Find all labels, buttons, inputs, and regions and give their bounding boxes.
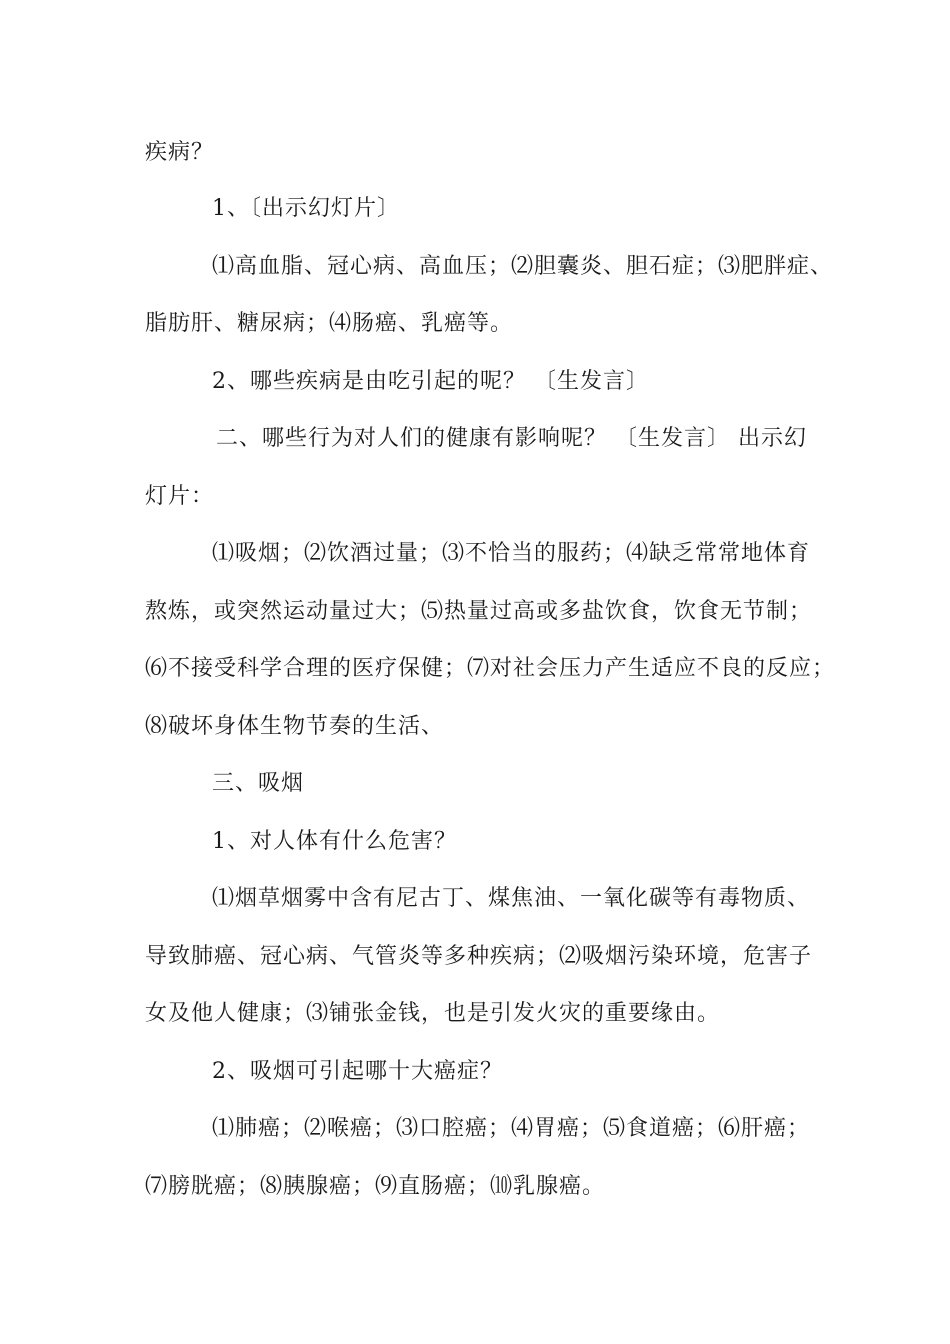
text-line: 疾病？	[145, 140, 215, 165]
text-line: ⑴肺癌；⑵喉癌；⑶口腔癌；⑷胃癌；⑸食道癌；⑹肝癌；	[212, 1116, 811, 1141]
text-line: 1、对人体有什么危害？	[212, 829, 457, 854]
text-line: ⑴烟草烟雾中含有尼古丁、煤焦油、一氧化碳等有毒物质、	[212, 886, 811, 911]
text-line: 熬炼，或突然运动量过大；⑸热量过高或多盐饮食，饮食无节制；	[145, 599, 813, 624]
text-line: 三、吸烟	[212, 771, 305, 796]
text-line: 导致肺癌、冠心病、气管炎等多种疾病；⑵吸烟污染环境，危害子	[145, 944, 813, 969]
text-line: 女及他人健康；⑶铺张金钱，也是引发火灾的重要缘由。	[145, 1001, 721, 1026]
text-line: ⑻破坏身体生物节奏的生活、	[145, 714, 445, 739]
text-line: ⑺膀胱癌；⑻胰腺癌；⑼直肠癌；⑽乳腺癌。	[145, 1174, 606, 1199]
text-line: ⑹不接受科学合理的医疗保健；⑺对社会压力产生适应不良的反应；	[145, 656, 836, 681]
text-line: 二、哪些行为对人们的健康有影响呢？ 〔生发言〕 出示幻	[216, 426, 807, 451]
text-line: 脂肪肝、糖尿病；⑷肠癌、乳癌等。	[145, 311, 514, 336]
text-line: 2、哪些疾病是由吃引起的呢？ 〔生发言〕	[212, 369, 649, 394]
text-line: 2、吸烟可引起哪十大癌症？	[212, 1059, 503, 1084]
text-line: 灯片：	[145, 484, 215, 509]
text-line: ⑴吸烟；⑵饮酒过量；⑶不恰当的服药；⑷缺乏常常地体育	[212, 541, 811, 566]
text-line: 1、〔出示幻灯片〕	[212, 196, 400, 221]
text-line: ⑴高血脂、冠心病、高血压；⑵胆囊炎、胆石症；⑶肥胖症、	[212, 254, 834, 279]
